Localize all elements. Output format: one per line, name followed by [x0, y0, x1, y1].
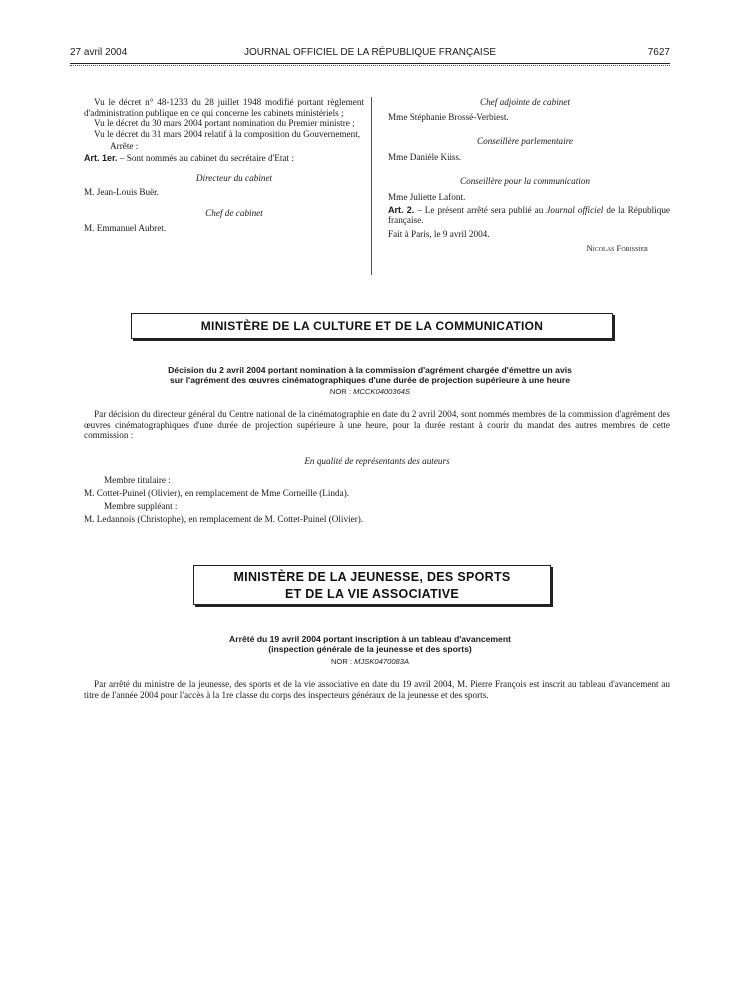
decision-body: Par décision du directeur général du Centre national de la cinématographie en date du 2 avril 2004, sont nommés membres de la commission d'agrément des œuvres cinématographiques d'une durée de projection supérieure à une heure, pour la durée restant à courir du mandat des autres membres de cette commission : [84, 409, 670, 441]
header-rule-dotted [70, 65, 670, 66]
person-chef: M. Emmanuel Aubret. [84, 223, 167, 234]
person-chef-adjointe: Mme Stéphanie Brossé-Verbiest. [388, 111, 509, 122]
ministry-jeunesse-box [193, 565, 551, 605]
ministry-culture-title: MINISTÈRE DE LA CULTURE ET DE LA COMMUNICATION [200, 319, 544, 333]
nor-code-2: MJSK0470083A [354, 657, 410, 666]
article-2-label: Art. 2. [388, 204, 415, 215]
nor-label-1: NOR : [329, 387, 351, 396]
membre-suppleant: M. Ledannois (Christophe), en remplacement de M. Cottet-Puinel (Olivier). [84, 514, 364, 524]
header-rule [70, 63, 670, 64]
visa-1: Vu le décret n° 48-1233 du 28 juillet 1948 modifié portant règlement d'administration publique en ce qui concerne les cabinets ministériels ; [84, 97, 364, 118]
journal-officiel-italic: Journal officiel [546, 204, 604, 215]
membre-suppleant-label: Membre suppléant : [104, 501, 178, 511]
membre-titulaire: M. Cottet-Puinel (Olivier), en remplacement de Mme Corneille (Linda). [84, 488, 350, 498]
decision-title-line-1: Décision du 2 avril 2004 portant nomination à la commission d'agrément chargée d'émettre un avis [168, 365, 572, 375]
role-conseillere-communication: Conseillère pour la communication [459, 176, 591, 187]
nor-reference-2 [70, 657, 670, 666]
fait-a-paris: Fait à Paris, le 9 avril 2004. [388, 228, 490, 239]
arrete-title-line-2: (inspection générale de la jeunesse et des sports) [268, 644, 472, 654]
nor-label-2: NOR : [330, 657, 353, 666]
person-conseillere-communication: Mme Juliette Lafont. [388, 191, 466, 202]
article-2-text-end: de la République française. [388, 204, 671, 226]
arrete-label: Arrête : [110, 141, 139, 152]
article-1 [84, 153, 364, 164]
nor-reference-1 [70, 387, 670, 396]
article-1-text: – Sont nommés au cabinet du secrétaire d'Etat : [119, 152, 294, 163]
arrete-title-line-1: Arrêté du 19 avril 2004 portant inscription à un tableau d'avancement [229, 634, 511, 644]
visa-2: Vu le décret du 30 mars 2004 portant nomination du Premier ministre ; [94, 118, 355, 129]
membre-titulaire-label: Membre titulaire : [104, 475, 171, 485]
ministry-culture-box [131, 313, 613, 339]
top-right-column [380, 97, 670, 254]
person-directeur: M. Jean-Louis Buër. [84, 187, 160, 198]
signature: Nicolas Forissier [586, 243, 648, 254]
decision-title-line-2: sur l'agrément des œuvres cinématographiques d'une durée de projection supérieure à une heure [170, 375, 570, 385]
person-conseillere-parlementaire: Mme Danièle Küss. [388, 151, 462, 162]
column-separator [371, 97, 372, 275]
decision-title [70, 365, 670, 396]
header-date: 27 avril 2004 [70, 47, 128, 58]
page-number: 7627 [647, 47, 670, 58]
visa-3: Vu le décret du 31 mars 2004 relatif à la composition du Gouvernement, [94, 128, 361, 139]
arrete-title [70, 634, 670, 666]
article-1-label: Art. 1er. [84, 152, 118, 163]
role-directeur: Directeur du cabinet [195, 172, 273, 183]
qualite-representants: En qualité de représentants des auteurs [304, 456, 450, 466]
ministry-jeunesse-title-line-2: ET DE LA VIE ASSOCIATIVE [284, 587, 460, 601]
ministry-jeunesse-title-line-1: MINISTÈRE DE LA JEUNESSE, DES SPORTS [233, 570, 511, 584]
role-chef: Chef de cabinet [205, 207, 263, 218]
article-2 [380, 205, 670, 226]
article-2-text: – Le présent arrêté sera publié au [417, 204, 547, 215]
arrete-body: Par arrêté du ministre de la jeunesse, des sports et de la vie associative en date du 19 avril 2004, M. Pierre François est inscrit au tableau d'avancement au titre de l'année 2004 pour l'accès à la 1re classe du corps des inspecteurs généraux de la jeunesse et des sports. [84, 679, 670, 700]
journal-title: JOURNAL OFFICIEL DE LA RÉPUBLIQUE FRANÇAISE [243, 47, 497, 58]
role-conseillere-parlementaire: Conseillère parlementaire [476, 136, 574, 147]
top-left-column [84, 97, 364, 234]
role-chef-adjointe: Chef adjointe de cabinet [479, 97, 571, 107]
nor-code-1: MCCK0400364S [353, 387, 411, 396]
